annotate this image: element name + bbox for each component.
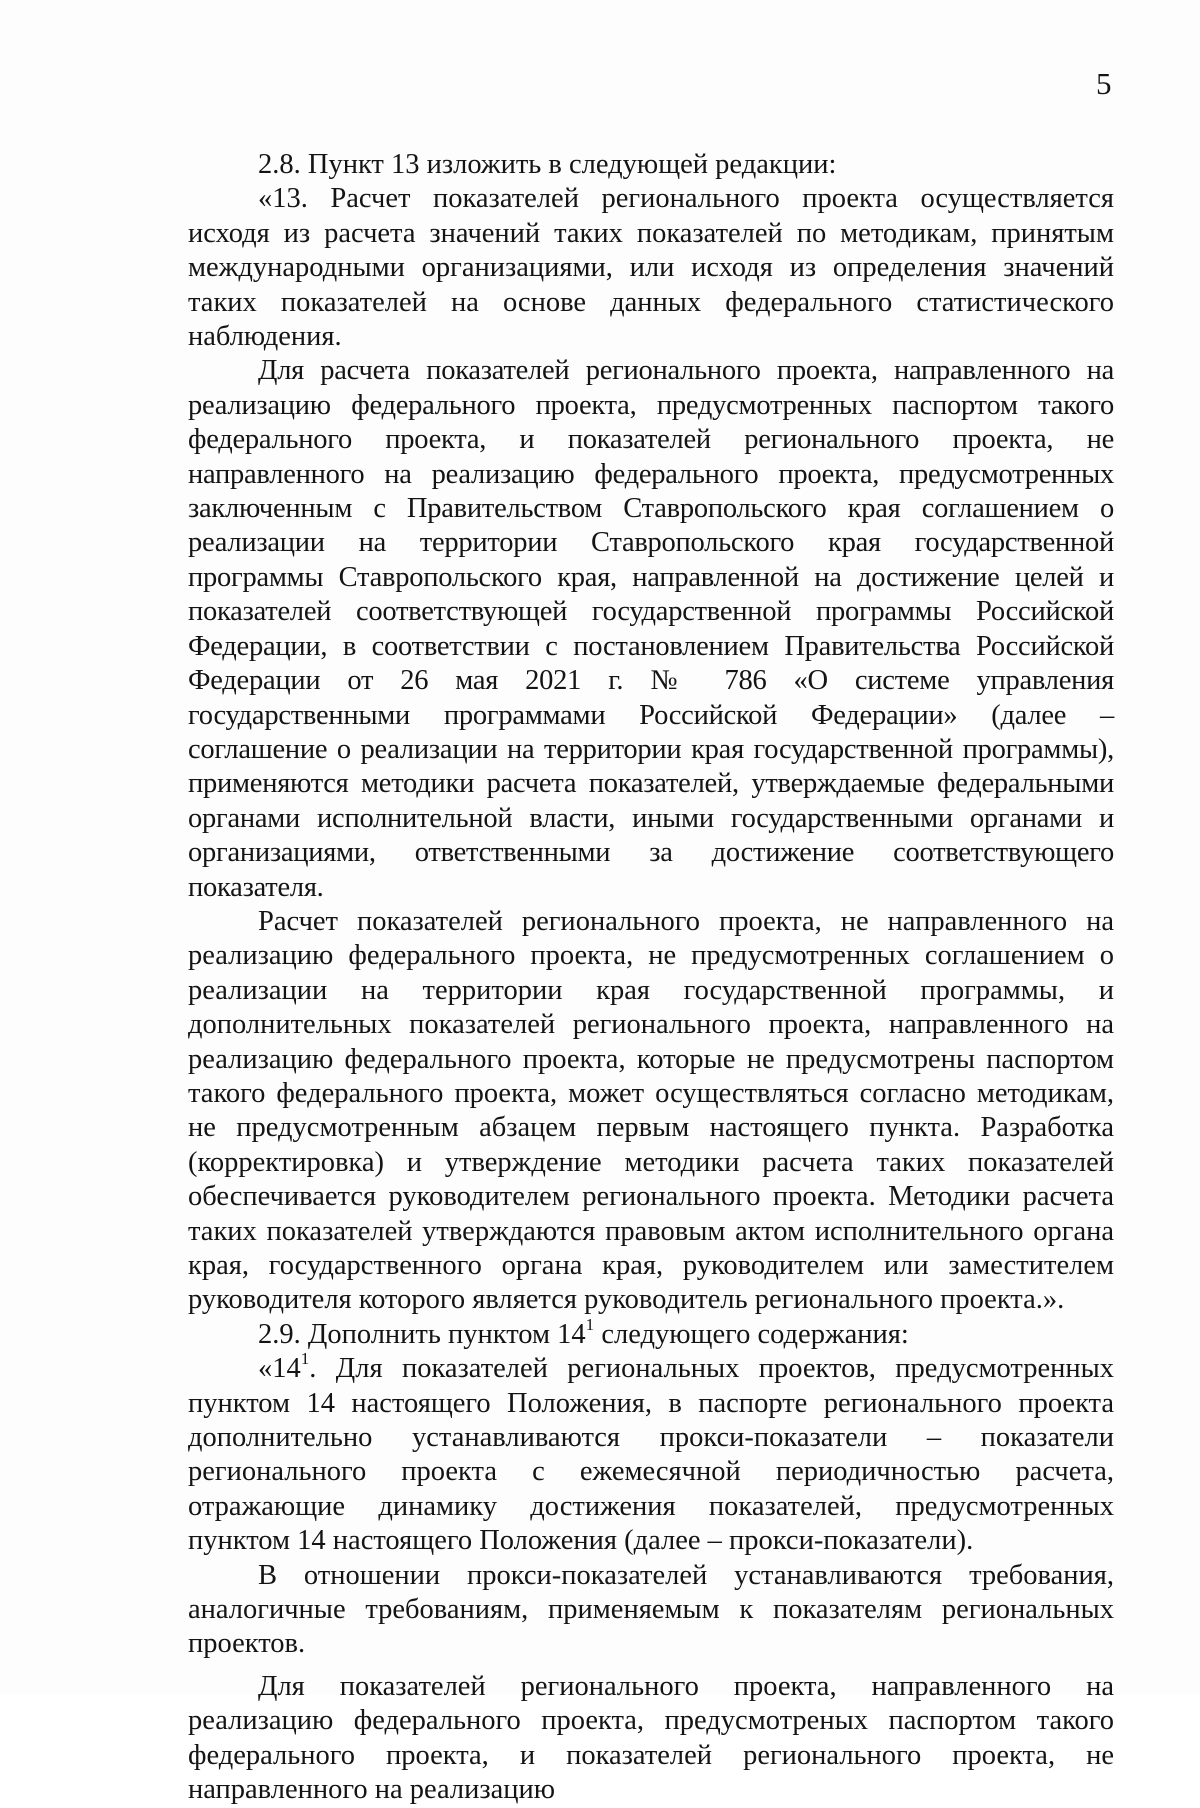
paragraph-2-9 xyxy=(188,1314,1114,1352)
paragraph-proxy-requirements: В отношении прокси-показателей устанавливаются требования, аналогичные требованиям, применяемым к показателям региональных проектов. xyxy=(188,1559,1114,1660)
paragraph-2-8: 2.8. Пункт 13 изложить в следующей редакции: xyxy=(258,149,837,180)
paragraph-14-1 xyxy=(188,1349,1114,1558)
paragraph-calc-methods: Для расчета показателей регионального проекта, направленного на реализацию федерального проекта, предусмотренных паспортом такого федерального проекта, и показателей регионального проекта, не направленного на реализацию федерального проекта, предусмотренных заключенным с Правительством Ставропольского края соглашением о реализации на территории Ставропольского края государственной программы Ставропольского края, направленной на достижение целей и показателей соответствующей государственной программы Российской Федерации, в соответствии с постановлением Правительства Российской Федерации от 26 мая 2021 г. № 786 «О системе управления государственными программами Российской Федерации» (далее – соглашение о реализации на территории края государственной программы), применяются методики расчета показателей, утверждаемые федеральными органами исполнительной власти, иными государственными органами и организациями, ответственными за достижение соответствующего показателя. xyxy=(188,355,1114,903)
paragraph-gap xyxy=(188,1662,1114,1670)
paragraph-2-9-tail: следующего содержания: xyxy=(594,1318,909,1350)
paragraph-14-1-text: . Для показателей региональных проектов, предусмотренных пунктом 14 настоящего Положения, в паспорте регионального проекта дополнительно устанавливаются прокси-показатели – показатели регионального проекта с ежемесячной периодичностью расчета, отражающие динамику достижения показателей, предусмотренных пунктом 14 настоящего Положения (далее – прокси-показатели). xyxy=(188,1353,1114,1557)
document-body xyxy=(188,148,1114,1808)
paragraph-federal-indicators: Для показателей регионального проекта, направленного на реализацию федерального проекта, предусмотреных паспортом такого федерального проекта, и показателей регионального проекта, не направленного на реализацию xyxy=(188,1670,1114,1806)
paragraph-2-9-text: 2.9. Дополнить пунктом 14 xyxy=(258,1318,586,1350)
paragraph-13-intro: «13. Расчет показателей регионального проекта осуществляется исходя из расчета значений таких показателей по методикам, принятым международными организациями, или исходя из определения значений таких показателей на основе данных федерального статистического наблюдения. xyxy=(188,183,1114,353)
paragraph-14-1-label: «14 xyxy=(258,1353,301,1385)
superscript-1: 1 xyxy=(300,1349,310,1369)
superscript-1: 1 xyxy=(585,1314,595,1334)
page-number: 5 xyxy=(1096,66,1112,101)
paragraph-additional-indicators: Расчет показателей регионального проекта, не направленного на реализацию федерального проекта, не предусмотренных соглашением о реализации на территории края государственной программы, и дополнительных показателей регионального проекта, направленного на реализацию федерального проекта, которые не предусмотрены паспортом такого федерального проекта, может осуществляться согласно методикам, не предусмотренным абзацем первым настоящего пункта. Разработка (корректировка) и утверждение методики расчета таких показателей обеспечивается руководителем регионального проекта. Методики расчета таких показателей утверждаются правовым актом исполнительного органа края, государственного органа края, руководителем или заместителем руководителя которого является руководитель регионального проекта.». xyxy=(188,905,1114,1316)
